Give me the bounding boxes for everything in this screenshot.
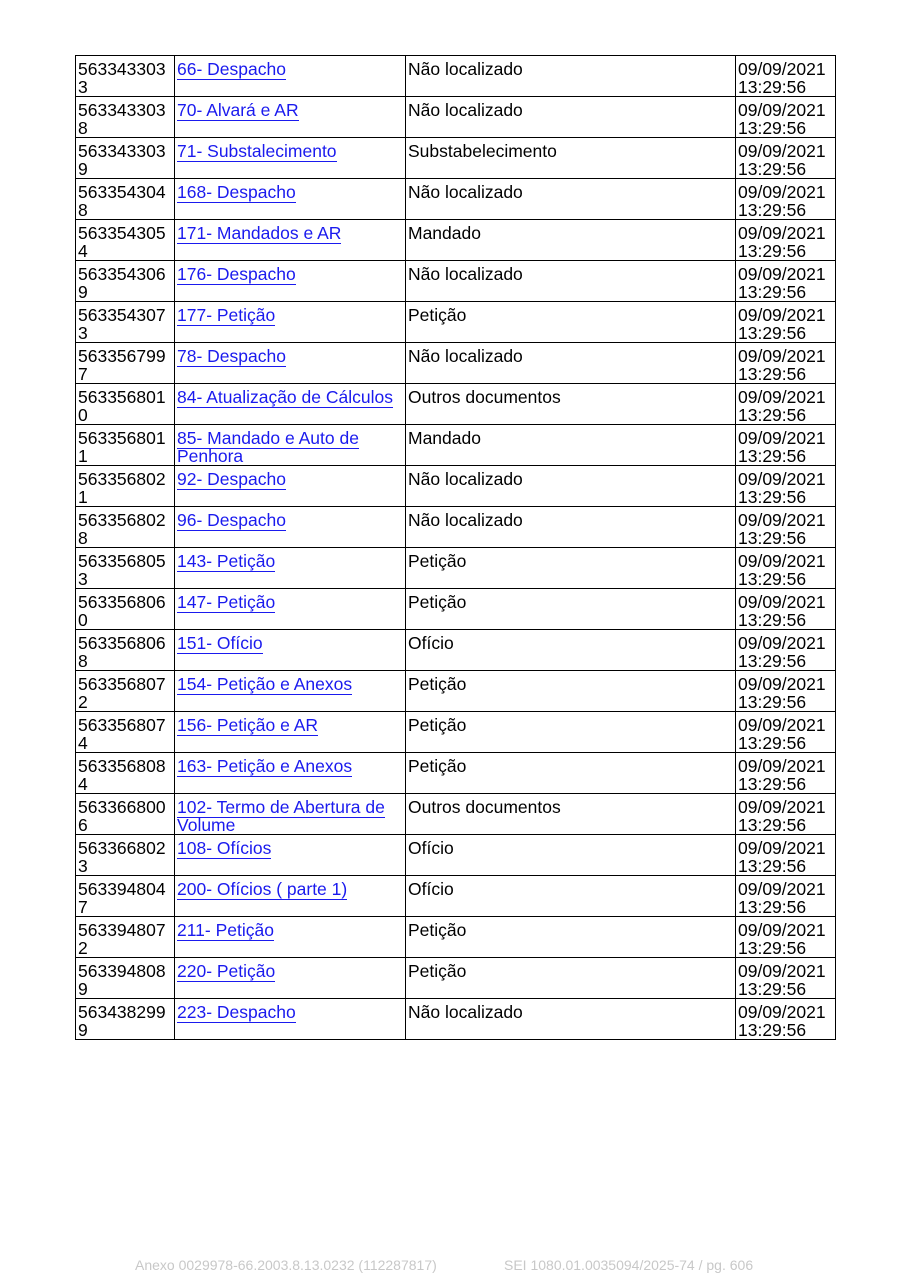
document-type-cell: Outros documentos <box>406 794 736 835</box>
footer-annex-reference: Anexo 0029978-66.2003.8.13.0232 (112287817) <box>135 1257 437 1273</box>
table-row <box>76 302 836 343</box>
document-datetime-cell <box>736 753 836 794</box>
table-row <box>76 56 836 97</box>
document-datetime-cell <box>736 712 836 753</box>
document-time: 13:29:56 <box>738 897 807 917</box>
document-link-cell <box>175 343 406 384</box>
table-row <box>76 384 836 425</box>
document-id-cell: 5633568072 <box>76 671 175 712</box>
document-link[interactable]: 200- Ofícios ( parte 1) <box>177 879 348 899</box>
document-link[interactable]: 70- Alvará e AR <box>177 100 299 120</box>
document-type-cell: Petição <box>406 548 736 589</box>
document-datetime-cell <box>736 343 836 384</box>
document-link-cell <box>175 138 406 179</box>
document-id-cell: 5633568010 <box>76 384 175 425</box>
document-id-cell: 5633568068 <box>76 630 175 671</box>
document-time: 13:29:56 <box>738 692 807 712</box>
table-row <box>76 179 836 220</box>
table-row <box>76 466 836 507</box>
document-time: 13:29:56 <box>738 118 807 138</box>
document-id-cell: 5634382999 <box>76 999 175 1040</box>
document-type-cell: Ofício <box>406 630 736 671</box>
document-id-cell: 5633543069 <box>76 261 175 302</box>
document-link[interactable]: 102- Termo de Abertura de Volume <box>177 797 385 835</box>
document-link-cell <box>175 466 406 507</box>
document-list-body <box>76 56 836 1040</box>
document-link[interactable]: 223- Despacho <box>177 1002 296 1022</box>
document-type-cell: Mandado <box>406 220 736 261</box>
document-date: 09/09/2021 <box>738 838 826 858</box>
document-type-cell: Ofício <box>406 835 736 876</box>
document-link-cell <box>175 220 406 261</box>
document-type-cell: Não localizado <box>406 179 736 220</box>
document-type-cell: Não localizado <box>406 56 736 97</box>
table-row <box>76 630 836 671</box>
document-date: 09/09/2021 <box>738 715 826 735</box>
document-datetime-cell <box>736 425 836 466</box>
document-type-cell: Petição <box>406 712 736 753</box>
document-link[interactable]: 171- Mandados e AR <box>177 223 342 243</box>
document-link[interactable]: 163- Petição e Anexos <box>177 756 353 776</box>
document-time: 13:29:56 <box>738 200 807 220</box>
document-link-cell <box>175 589 406 630</box>
document-datetime-cell <box>736 958 836 999</box>
document-time: 13:29:56 <box>738 856 807 876</box>
document-date: 09/09/2021 <box>738 592 826 612</box>
document-id-cell: 5633568053 <box>76 548 175 589</box>
document-time: 13:29:56 <box>738 528 807 548</box>
document-time: 13:29:56 <box>738 569 807 589</box>
document-time: 13:29:56 <box>738 815 807 835</box>
table-row <box>76 958 836 999</box>
document-id-cell: 5633568011 <box>76 425 175 466</box>
document-list-table <box>75 55 836 1040</box>
document-type-cell: Petição <box>406 958 736 999</box>
document-date: 09/09/2021 <box>738 100 826 120</box>
document-date: 09/09/2021 <box>738 469 826 489</box>
document-datetime-cell <box>736 671 836 712</box>
document-datetime-cell <box>736 917 836 958</box>
document-datetime-cell <box>736 466 836 507</box>
document-date: 09/09/2021 <box>738 264 826 284</box>
document-link-cell <box>175 384 406 425</box>
document-id-cell: 5633948089 <box>76 958 175 999</box>
table-row <box>76 261 836 302</box>
document-datetime-cell <box>736 835 836 876</box>
document-id-cell: 5633948072 <box>76 917 175 958</box>
table-row <box>76 138 836 179</box>
document-link[interactable]: 168- Despacho <box>177 182 296 202</box>
document-link[interactable]: 156- Petição e AR <box>177 715 319 735</box>
document-date: 09/09/2021 <box>738 1002 826 1022</box>
footer-sei-reference: SEI 1080.01.0035094/2025-74 / pg. 606 <box>504 1257 754 1273</box>
table-row <box>76 548 836 589</box>
document-time: 13:29:56 <box>738 77 807 97</box>
document-time: 13:29:56 <box>738 282 807 302</box>
document-link-cell <box>175 425 406 466</box>
table-row <box>76 917 836 958</box>
document-type-cell: Mandado <box>406 425 736 466</box>
document-datetime-cell <box>736 56 836 97</box>
document-link[interactable]: 220- Petição <box>177 961 276 981</box>
document-date: 09/09/2021 <box>738 346 826 366</box>
document-link[interactable]: 176- Despacho <box>177 264 296 284</box>
document-date: 09/09/2021 <box>738 879 826 899</box>
document-type-cell: Não localizado <box>406 507 736 548</box>
document-link[interactable]: 108- Ofícios <box>177 838 272 858</box>
document-time: 13:29:56 <box>738 241 807 261</box>
document-datetime-cell <box>736 384 836 425</box>
document-link[interactable]: 66- Despacho <box>177 59 286 79</box>
document-datetime-cell <box>736 220 836 261</box>
document-link-cell <box>175 97 406 138</box>
document-link[interactable]: 85- Mandado e Auto de Penhora <box>177 428 359 466</box>
document-type-cell: Petição <box>406 671 736 712</box>
document-date: 09/09/2021 <box>738 428 826 448</box>
document-datetime-cell <box>736 999 836 1040</box>
document-id-cell: 5633568060 <box>76 589 175 630</box>
document-link-cell <box>175 794 406 835</box>
table-row <box>76 97 836 138</box>
document-link[interactable]: 143- Petição <box>177 551 276 571</box>
document-date: 09/09/2021 <box>738 305 826 325</box>
table-row <box>76 507 836 548</box>
document-date: 09/09/2021 <box>738 797 826 817</box>
document-link-cell <box>175 835 406 876</box>
document-type-cell: Petição <box>406 302 736 343</box>
document-date: 09/09/2021 <box>738 510 826 530</box>
document-id-cell: 5633543073 <box>76 302 175 343</box>
document-date: 09/09/2021 <box>738 756 826 776</box>
document-datetime-cell <box>736 97 836 138</box>
document-datetime-cell <box>736 794 836 835</box>
document-time: 13:29:56 <box>738 774 807 794</box>
document-type-cell: Ofício <box>406 876 736 917</box>
document-time: 13:29:56 <box>738 733 807 753</box>
document-time: 13:29:56 <box>738 938 807 958</box>
document-link[interactable]: 177- Petição <box>177 305 276 325</box>
document-link-cell <box>175 999 406 1040</box>
document-link-cell <box>175 630 406 671</box>
document-time: 13:29:56 <box>738 1020 807 1040</box>
document-datetime-cell <box>736 630 836 671</box>
document-id-cell: 5633433033 <box>76 56 175 97</box>
document-id-cell: 5633568028 <box>76 507 175 548</box>
document-link-cell <box>175 302 406 343</box>
document-id-cell: 5633543054 <box>76 220 175 261</box>
document-link[interactable]: 147- Petição <box>177 592 276 612</box>
document-id-cell: 5633948047 <box>76 876 175 917</box>
document-time: 13:29:56 <box>738 979 807 999</box>
table-row <box>76 671 836 712</box>
document-type-cell: Outros documentos <box>406 384 736 425</box>
document-time: 13:29:56 <box>738 651 807 671</box>
document-type-cell: Não localizado <box>406 999 736 1040</box>
document-link[interactable]: 96- Despacho <box>177 510 286 530</box>
document-datetime-cell <box>736 589 836 630</box>
table-row <box>76 589 836 630</box>
document-date: 09/09/2021 <box>738 141 826 161</box>
table-row <box>76 425 836 466</box>
document-link[interactable]: 71- Substalecimento <box>177 141 337 161</box>
document-date: 09/09/2021 <box>738 59 826 79</box>
document-datetime-cell <box>736 548 836 589</box>
document-id-cell: 5633568074 <box>76 712 175 753</box>
table-row <box>76 876 836 917</box>
document-date: 09/09/2021 <box>738 551 826 571</box>
document-link-cell <box>175 507 406 548</box>
document-type-cell: Não localizado <box>406 343 736 384</box>
document-link-cell <box>175 56 406 97</box>
document-time: 13:29:56 <box>738 610 807 630</box>
document-id-cell: 5633567997 <box>76 343 175 384</box>
document-datetime-cell <box>736 261 836 302</box>
document-date: 09/09/2021 <box>738 920 826 940</box>
document-link-cell <box>175 753 406 794</box>
table-row <box>76 794 836 835</box>
document-link[interactable]: 78- Despacho <box>177 346 286 366</box>
document-date: 09/09/2021 <box>738 633 826 653</box>
document-id-cell: 5633433038 <box>76 97 175 138</box>
document-link-cell <box>175 671 406 712</box>
document-date: 09/09/2021 <box>738 387 826 407</box>
document-link-cell <box>175 261 406 302</box>
table-row <box>76 343 836 384</box>
document-time: 13:29:56 <box>738 446 807 466</box>
document-time: 13:29:56 <box>738 487 807 507</box>
document-type-cell: Não localizado <box>406 97 736 138</box>
document-date: 09/09/2021 <box>738 223 826 243</box>
document-link-cell <box>175 917 406 958</box>
document-date: 09/09/2021 <box>738 961 826 981</box>
document-time: 13:29:56 <box>738 364 807 384</box>
document-link[interactable]: 84- Atualização de Cálculos <box>177 387 393 407</box>
document-type-cell: Substabelecimento <box>406 138 736 179</box>
document-id-cell: 5633668023 <box>76 835 175 876</box>
document-datetime-cell <box>736 138 836 179</box>
document-link[interactable]: 211- Petição <box>177 920 274 940</box>
document-time: 13:29:56 <box>738 405 807 425</box>
table-row <box>76 753 836 794</box>
table-row <box>76 712 836 753</box>
document-type-cell: Não localizado <box>406 261 736 302</box>
document-datetime-cell <box>736 179 836 220</box>
document-link-cell <box>175 958 406 999</box>
document-link-cell <box>175 712 406 753</box>
document-type-cell: Não localizado <box>406 466 736 507</box>
document-link-cell <box>175 548 406 589</box>
document-type-cell: Petição <box>406 589 736 630</box>
document-link-cell <box>175 179 406 220</box>
document-datetime-cell <box>736 876 836 917</box>
document-datetime-cell <box>736 302 836 343</box>
document-type-cell: Petição <box>406 753 736 794</box>
document-link[interactable]: 92- Despacho <box>177 469 286 489</box>
document-id-cell: 5633543048 <box>76 179 175 220</box>
table-row <box>76 220 836 261</box>
document-id-cell: 5633668006 <box>76 794 175 835</box>
document-date: 09/09/2021 <box>738 674 826 694</box>
document-link[interactable]: 151- Ofício <box>177 633 263 653</box>
document-link[interactable]: 154- Petição e Anexos <box>177 674 353 694</box>
document-time: 13:29:56 <box>738 323 807 343</box>
table-row <box>76 835 836 876</box>
document-link-cell <box>175 876 406 917</box>
document-id-cell: 5633433039 <box>76 138 175 179</box>
document-date: 09/09/2021 <box>738 182 826 202</box>
table-row <box>76 999 836 1040</box>
document-time: 13:29:56 <box>738 159 807 179</box>
document-type-cell: Petição <box>406 917 736 958</box>
document-datetime-cell <box>736 507 836 548</box>
document-id-cell: 5633568021 <box>76 466 175 507</box>
document-id-cell: 5633568084 <box>76 753 175 794</box>
